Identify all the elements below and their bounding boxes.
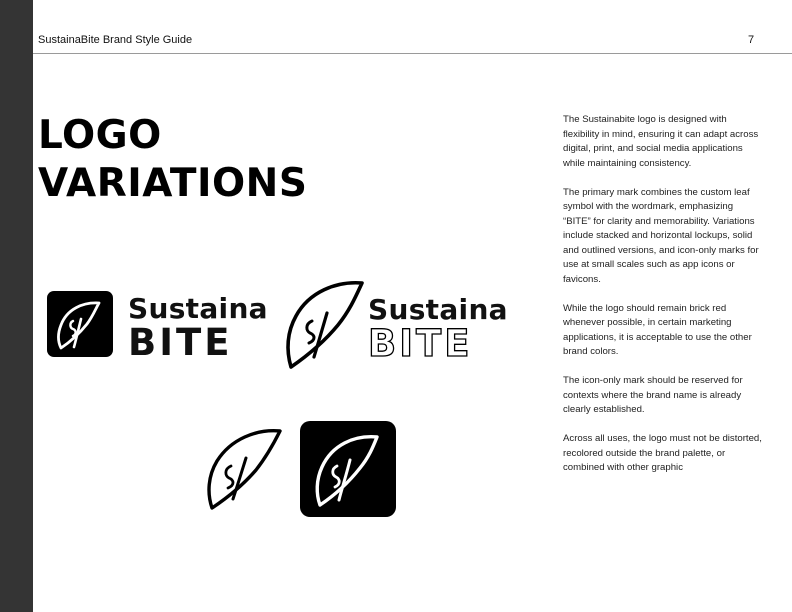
body-paragraph: The Sustainabite logo is designed with flexibility in mind, ensuring it can adapt across digital, print, and social media applications while maintaining consistency. [563, 114, 759, 169]
page-title [38, 112, 307, 208]
wordmark-top: Sustaina [128, 292, 268, 325]
logo-solid-horizontal [46, 290, 268, 364]
icon-only-solid [299, 420, 397, 518]
leaf-s-icon [272, 278, 368, 370]
header-title: SustainaBite Brand Style Guide [38, 34, 193, 46]
page-title-line-2: VARIATIONS [38, 161, 308, 206]
wordmark-solid [128, 294, 268, 362]
logo-outline-horizontal [272, 278, 508, 372]
page-number: 7 [748, 34, 755, 46]
body-paragraph: The primary mark combines the custom leaf symbol with the wordmark, emphasizing “BITE” for clarity and memorability. Variations include stacked and horizontal lockups, solid and outlined versions, and icon-only marks for use at small scales such as app icons or favicons. [563, 186, 759, 285]
leaf-s-icon [46, 290, 114, 358]
body-paragraph: The icon-only mark should be reserved for contexts where the brand name is already clearly established. [563, 375, 743, 415]
body-text [563, 113, 763, 490]
icon-only-outline [194, 426, 286, 512]
wordmark-top: Sustaina [368, 293, 508, 326]
body-paragraph: While the logo should remain brick red whenever possible, in certain marketing applications, it is acceptable to use the other brand colors. [563, 302, 752, 357]
page-title-line-1: LOGO [38, 113, 162, 158]
body-paragraph: Across all uses, the logo must not be distorted, recolored outside the brand palette, or combined with other graphic [563, 433, 762, 473]
wordmark-bottom: BITE [128, 321, 233, 364]
wordmark-bottom-outline: BITE [368, 322, 473, 365]
wordmark-outline [368, 295, 508, 363]
side-bar [0, 0, 33, 612]
header-rule [33, 53, 792, 54]
